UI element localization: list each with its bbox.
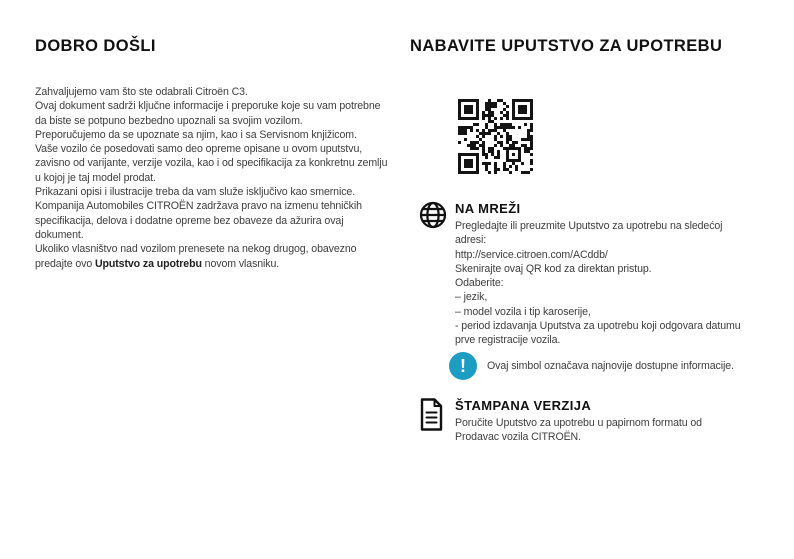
welcome-text-line: Prikazani opisi i ilustracije treba da vam služe isključivo kao smernice. [35, 186, 356, 199]
qr-code-icon [458, 99, 533, 174]
online-text-line: prve registracije vozila. [455, 334, 561, 347]
welcome-text [35, 85, 397, 257]
welcome-column [35, 36, 397, 271]
welcome-text-line: Preporučujemo da se upoznate sa njim, kao i sa Servisnom knjižicom. [35, 128, 357, 141]
online-text-line: Odaberite: [455, 277, 504, 290]
online-text-line: Pregledajte ili preuzmite Uputstvo za upotrebu na sledećoj [455, 220, 723, 232]
online-text-line: http://service.citroen.com/ACddb/ [455, 248, 608, 261]
welcome-text-line: Kompanija Automobiles CITROËN zadržava pravo na izmenu tehničkih [35, 200, 362, 213]
print-section [410, 398, 782, 445]
welcome-text-last-line [35, 257, 397, 271]
last-line-bold: Uputstvo za upotrebu [94, 257, 202, 270]
welcome-text-line: da biste se potpuno bezbedno upoznali sa svojim vozilom. [35, 114, 303, 127]
last-line-post: novom vlasniku. [201, 257, 280, 270]
print-lines [455, 416, 702, 445]
online-text-line: adresi: [455, 234, 487, 247]
online-text-line: - period izdavanja Uputstva za upotrebu koji odgovara datumu [455, 320, 741, 333]
welcome-title: DOBRO DOŠLI [35, 37, 156, 55]
online-lines [455, 219, 741, 348]
print-text-line: Poručite Uputstvo za upotrebu u papirnom formatu od [455, 416, 702, 429]
online-text-line: – model vozila i tip karoserije, [455, 305, 591, 318]
latest-info-note [449, 352, 741, 380]
online-text-line: Skenirajte ovaj QR kod za direktan pristup. [455, 262, 652, 275]
printed-document-icon [419, 398, 447, 431]
get-manual-title: NABAVITE UPUTSTVO ZA UPOTREBU [410, 37, 723, 55]
welcome-text-line: zavisno od varijante, verzije vozila, kao i od specifikacija za konkretnu zemlju [35, 157, 388, 170]
get-manual-column [410, 36, 782, 444]
welcome-text-line: Ukoliko vlasništvo nad vozilom prenesete na nekog drugog, obavezno [35, 243, 357, 256]
online-heading: NA MREŽI [455, 201, 521, 216]
qr-code-wrap [458, 99, 782, 174]
welcome-text-line: specifikacija, delova i dodatne opreme bez obaveze da ažurira ovaj [35, 214, 344, 227]
print-text-line: Prodavac vozila CITROËN. [455, 430, 581, 443]
globe-icon [419, 201, 447, 229]
welcome-text-line: u kojoj je taj model prodat. [35, 171, 156, 184]
online-section-text [455, 201, 741, 380]
online-text-line: – jezik, [455, 291, 488, 304]
latest-info-text: Ovaj simbol označava najnovije dostupne informacije. [487, 359, 734, 372]
online-section [410, 201, 782, 380]
print-heading: ŠTAMPANA VERZIJA [455, 397, 592, 413]
welcome-text-line: Vaše vozilo će posedovati samo deo opreme opisane u ovom uputstvu, [35, 143, 363, 156]
print-section-text [455, 398, 702, 445]
welcome-text-line: dokument. [35, 228, 84, 241]
info-exclamation-icon: ! [449, 352, 477, 380]
last-line-pre: predajte ovo [35, 257, 95, 270]
welcome-text-line: Zahvaljujemo vam što ste odabrali Citroën C3. [35, 86, 248, 98]
welcome-text-line: Ovaj dokument sadrži ključne informacije i preporuke koje su vam potrebne [35, 100, 381, 113]
